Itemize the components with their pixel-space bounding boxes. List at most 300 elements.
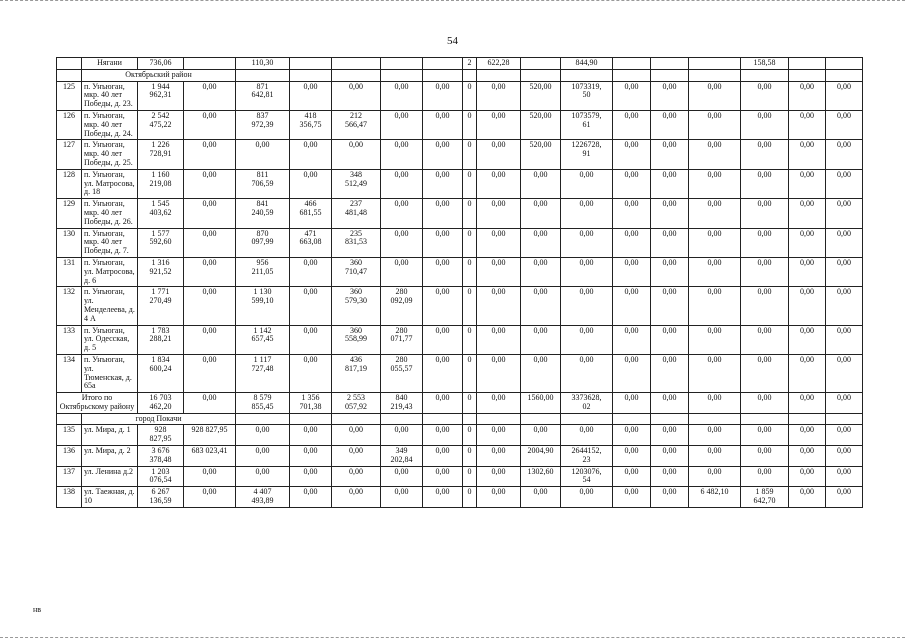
table-cell: 0,00 xyxy=(689,199,741,228)
table-cell: 0,00 xyxy=(613,325,651,354)
table-cell: 0,00 xyxy=(651,446,689,467)
table-cell: 0,00 xyxy=(184,110,236,139)
table-cell: 0,00 xyxy=(381,140,423,169)
table-cell: 0,00 xyxy=(651,199,689,228)
table-cell: 418 356,75 xyxy=(290,110,332,139)
table-cell xyxy=(381,69,423,81)
table-cell: 0,00 xyxy=(651,354,689,392)
row-number: 134 xyxy=(57,354,82,392)
table-cell: 0,00 xyxy=(651,487,689,508)
table-cell: 0 xyxy=(463,140,477,169)
table-cell: 0,00 xyxy=(613,81,651,110)
table-cell: 280 055,57 xyxy=(381,354,423,392)
section-title: город Покачи xyxy=(82,413,236,425)
row-number: 136 xyxy=(57,446,82,467)
table-cell: 1 356 701,38 xyxy=(290,393,332,414)
table-cell: 0,00 xyxy=(381,257,423,286)
table-cell: 0,00 xyxy=(789,487,826,508)
table-cell: 0,00 xyxy=(184,487,236,508)
table-cell: 0,00 xyxy=(561,325,613,354)
table-row xyxy=(57,425,863,446)
row-number: 131 xyxy=(57,257,82,286)
table-cell: 0,00 xyxy=(184,393,236,414)
table-cell: 0,00 xyxy=(741,325,789,354)
table-cell: 2644152, 23 xyxy=(561,446,613,467)
table-cell: 0,00 xyxy=(613,487,651,508)
table-cell: 0,00 xyxy=(789,425,826,446)
table-cell: 0,00 xyxy=(826,228,863,257)
table-cell: 0,00 xyxy=(236,140,290,169)
address-cell: п. Унъюган, мкр. 40 лет Победы, д. 24. xyxy=(82,110,138,139)
row-number: 130 xyxy=(57,228,82,257)
table-cell: 0,00 xyxy=(789,81,826,110)
table-cell: 0,00 xyxy=(613,257,651,286)
table-cell: 0,00 xyxy=(826,110,863,139)
table-cell: 1 160 219,08 xyxy=(138,169,184,198)
table-cell: 0,00 xyxy=(651,169,689,198)
table-cell: 0,00 xyxy=(184,354,236,392)
table-cell: 0,00 xyxy=(423,446,463,467)
table-cell: 0,00 xyxy=(477,169,521,198)
table-cell xyxy=(521,413,561,425)
table-cell: 1 944 962,31 xyxy=(138,81,184,110)
table-cell: 0,00 xyxy=(184,257,236,286)
table-cell: 0,00 xyxy=(741,199,789,228)
table-cell: 0,00 xyxy=(826,169,863,198)
table-cell: 0 xyxy=(463,466,477,487)
table-cell: 0,00 xyxy=(290,287,332,325)
table-cell: 0,00 xyxy=(651,81,689,110)
table-cell: 0,00 xyxy=(290,446,332,467)
table-cell: 1 545 403,62 xyxy=(138,199,184,228)
table-cell: 0,00 xyxy=(332,140,381,169)
row-number: 126 xyxy=(57,110,82,139)
table-cell xyxy=(423,69,463,81)
table-cell: 0,00 xyxy=(381,425,423,446)
table-cell: 0,00 xyxy=(689,169,741,198)
table-cell: 928 827,95 xyxy=(184,425,236,446)
address-cell: п. Унъюган, ул. Менделеева, д. 4 А xyxy=(82,287,138,325)
table-cell xyxy=(689,69,741,81)
table-cell: 0 xyxy=(463,425,477,446)
table-cell: 0,00 xyxy=(651,110,689,139)
table-cell: 1 771 270,49 xyxy=(138,287,184,325)
row-number xyxy=(57,58,82,70)
table-cell: 0,00 xyxy=(741,466,789,487)
table-cell: 1 226 728,91 xyxy=(138,140,184,169)
table-cell: 0,00 xyxy=(290,425,332,446)
table-cell: 1560,00 xyxy=(521,393,561,414)
table-row xyxy=(57,287,863,325)
table-cell: 0,00 xyxy=(689,140,741,169)
scan-edge-bottom xyxy=(0,637,905,638)
table-cell xyxy=(423,413,463,425)
table-cell: 0,00 xyxy=(381,110,423,139)
table-cell: 0,00 xyxy=(477,140,521,169)
table-cell: 0,00 xyxy=(521,199,561,228)
table-cell: 0,00 xyxy=(651,140,689,169)
table-cell: 841 240,59 xyxy=(236,199,290,228)
table-cell: 0,00 xyxy=(826,199,863,228)
table-cell: 0,00 xyxy=(826,393,863,414)
table-cell: 360 558,99 xyxy=(332,325,381,354)
table-row xyxy=(57,110,863,139)
table-cell xyxy=(477,413,521,425)
table-cell: 0,00 xyxy=(332,446,381,467)
table-cell: 466 681,55 xyxy=(290,199,332,228)
table-cell: 0,00 xyxy=(423,81,463,110)
table-cell: 16 703 462,20 xyxy=(138,393,184,414)
table-cell: 0,00 xyxy=(423,354,463,392)
table-cell: 2004,90 xyxy=(521,446,561,467)
table-cell: 0,00 xyxy=(689,110,741,139)
table-cell xyxy=(789,58,826,70)
table-cell: 0,00 xyxy=(651,228,689,257)
table-cell xyxy=(381,413,423,425)
table-cell: 0,00 xyxy=(477,425,521,446)
table-cell: 0,00 xyxy=(477,228,521,257)
table-cell: 956 211,05 xyxy=(236,257,290,286)
table-cell xyxy=(689,413,741,425)
table-cell: 3373628, 02 xyxy=(561,393,613,414)
table-cell: 0,00 xyxy=(613,393,651,414)
section-title: Октябрьский район xyxy=(82,69,236,81)
table-cell: 0,00 xyxy=(826,81,863,110)
table-cell: 0,00 xyxy=(689,354,741,392)
table-cell: 0,00 xyxy=(826,425,863,446)
table-cell: 0,00 xyxy=(477,393,521,414)
table-cell: 0,00 xyxy=(789,169,826,198)
table-cell: 811 706,59 xyxy=(236,169,290,198)
table-cell: 0,00 xyxy=(789,287,826,325)
table-cell: 0,00 xyxy=(689,325,741,354)
table-row xyxy=(57,257,863,286)
table-cell xyxy=(613,58,651,70)
scan-edge-top xyxy=(0,0,905,1)
table-cell: 0,00 xyxy=(290,257,332,286)
table-cell xyxy=(184,58,236,70)
table-cell: 0,00 xyxy=(423,425,463,446)
row-number: 135 xyxy=(57,425,82,446)
table-cell: 0,00 xyxy=(423,169,463,198)
table-cell: 0,00 xyxy=(613,140,651,169)
table-cell: 0,00 xyxy=(741,354,789,392)
table-cell: 1073319, 50 xyxy=(561,81,613,110)
table-cell xyxy=(332,413,381,425)
table-cell: 0,00 xyxy=(651,393,689,414)
table-cell: 1226728, 91 xyxy=(561,140,613,169)
table-cell: 0,00 xyxy=(184,199,236,228)
table-cell: 0,00 xyxy=(477,446,521,467)
table-cell xyxy=(651,58,689,70)
table-cell: 0,00 xyxy=(184,169,236,198)
table-cell: 1 783 288,21 xyxy=(138,325,184,354)
address-cell: Нягани xyxy=(82,58,138,70)
table-cell: 0,00 xyxy=(236,425,290,446)
table-row xyxy=(57,325,863,354)
table-cell: 0,00 xyxy=(381,199,423,228)
table-cell: 158,58 xyxy=(741,58,789,70)
table-cell: 0,00 xyxy=(521,287,561,325)
table-cell xyxy=(789,69,826,81)
table-row xyxy=(57,466,863,487)
table-cell: 1 203 076,54 xyxy=(138,466,184,487)
address-cell: п. Унъюган, мкр. 40 лет Победы, д. 7. xyxy=(82,228,138,257)
address-cell: п. Унъюган, мкр. 40 лет Победы, д. 23. xyxy=(82,81,138,110)
table-cell: 0,00 xyxy=(741,140,789,169)
table-cell: 0,00 xyxy=(423,110,463,139)
row-number: 138 xyxy=(57,487,82,508)
table-cell: 0,00 xyxy=(613,228,651,257)
table-cell: 0,00 xyxy=(741,228,789,257)
table-cell: 1 117 727,48 xyxy=(236,354,290,392)
table-cell: 844,90 xyxy=(561,58,613,70)
table-cell xyxy=(290,69,332,81)
table-cell: 0,00 xyxy=(184,81,236,110)
table-cell: 6 267 136,59 xyxy=(138,487,184,508)
table-cell xyxy=(477,69,521,81)
table-cell: 0 xyxy=(463,446,477,467)
table-cell: 0,00 xyxy=(561,287,613,325)
table-cell: 0,00 xyxy=(423,325,463,354)
table-cell: 0,00 xyxy=(332,487,381,508)
address-cell: ул. Мира, д. 2 xyxy=(82,446,138,467)
table-cell: 0,00 xyxy=(236,466,290,487)
table-cell: 0,00 xyxy=(521,228,561,257)
table-cell: 0,00 xyxy=(561,169,613,198)
row-number: 132 xyxy=(57,287,82,325)
table-row xyxy=(57,199,863,228)
table-cell: 0,00 xyxy=(184,466,236,487)
table-cell: 1 130 599,10 xyxy=(236,287,290,325)
table-cell: 0,00 xyxy=(826,446,863,467)
table-cell: 736,06 xyxy=(138,58,184,70)
table-cell: 0,00 xyxy=(689,446,741,467)
table-cell: 0 xyxy=(463,487,477,508)
table-cell: 0,00 xyxy=(290,140,332,169)
row-number: 133 xyxy=(57,325,82,354)
table-cell xyxy=(561,413,613,425)
table-cell: 0 xyxy=(463,110,477,139)
table-cell: 0 xyxy=(463,228,477,257)
table-cell: 0,00 xyxy=(789,140,826,169)
table-cell: 212 566,47 xyxy=(332,110,381,139)
table-cell: 0,00 xyxy=(789,228,826,257)
table-cell: 0,00 xyxy=(789,354,826,392)
table-cell: 0,00 xyxy=(423,287,463,325)
table-cell: 871 642,81 xyxy=(236,81,290,110)
table-cell: 0,00 xyxy=(561,354,613,392)
table-cell: 0,00 xyxy=(826,140,863,169)
table-cell xyxy=(381,58,423,70)
address-cell: п. Унъюган, мкр. 40 лет Победы, д. 25. xyxy=(82,140,138,169)
table-cell: 0,00 xyxy=(789,199,826,228)
table-cell: 0,00 xyxy=(184,140,236,169)
table-row xyxy=(57,228,863,257)
table-cell: 840 219,43 xyxy=(381,393,423,414)
footer-mark: нв xyxy=(33,605,42,614)
table-cell: 0,00 xyxy=(477,257,521,286)
table-cell: 0,00 xyxy=(789,466,826,487)
table-cell: 8 579 855,45 xyxy=(236,393,290,414)
row-number: 127 xyxy=(57,140,82,169)
table-cell: 0,00 xyxy=(423,199,463,228)
table-cell: 0 xyxy=(463,257,477,286)
table-cell xyxy=(290,58,332,70)
table-cell: 0,00 xyxy=(381,228,423,257)
table-cell xyxy=(521,58,561,70)
table-cell: 0,00 xyxy=(826,466,863,487)
table-cell: 0,00 xyxy=(741,81,789,110)
table-cell: 520,00 xyxy=(521,81,561,110)
table-cell xyxy=(689,58,741,70)
table-cell: 0,00 xyxy=(290,325,332,354)
table-cell: 928 827,95 xyxy=(138,425,184,446)
table-cell: 0 xyxy=(463,354,477,392)
table-cell: 4 407 493,89 xyxy=(236,487,290,508)
table-cell: 0,00 xyxy=(477,487,521,508)
table-cell xyxy=(741,413,789,425)
total-row xyxy=(57,393,863,414)
table-cell: 0,00 xyxy=(741,425,789,446)
table-cell: 1 834 600,24 xyxy=(138,354,184,392)
table-cell: 0,00 xyxy=(789,325,826,354)
table-cell: 6 482,10 xyxy=(689,487,741,508)
table-cell: 360 579,30 xyxy=(332,287,381,325)
table-cell: 0,00 xyxy=(290,466,332,487)
table-cell xyxy=(826,413,863,425)
table-cell xyxy=(236,69,290,81)
table-cell: 0 xyxy=(463,287,477,325)
table-cell: 870 097,99 xyxy=(236,228,290,257)
table-cell xyxy=(561,69,613,81)
table-cell: 0,00 xyxy=(741,169,789,198)
table-cell xyxy=(57,413,82,425)
table-cell: 683 023,41 xyxy=(184,446,236,467)
table-row xyxy=(57,354,863,392)
table-cell: 0,00 xyxy=(613,110,651,139)
table-row xyxy=(57,169,863,198)
table-cell: 622,28 xyxy=(477,58,521,70)
table-cell: 0,00 xyxy=(423,487,463,508)
table-cell: 0,00 xyxy=(332,466,381,487)
address-cell: ул. Мира, д. 1 xyxy=(82,425,138,446)
table-row xyxy=(57,58,863,70)
table-cell: 0,00 xyxy=(477,354,521,392)
table-cell: 520,00 xyxy=(521,140,561,169)
housing-fund-table xyxy=(56,57,863,508)
table-cell xyxy=(613,69,651,81)
table-cell: 0,00 xyxy=(521,354,561,392)
table-cell: 2 553 057,92 xyxy=(332,393,381,414)
table-cell xyxy=(290,413,332,425)
row-number: 125 xyxy=(57,81,82,110)
table-cell xyxy=(826,58,863,70)
table-cell: 0,00 xyxy=(184,325,236,354)
table-cell: 0,00 xyxy=(689,393,741,414)
table-cell: 360 710,47 xyxy=(332,257,381,286)
table-cell xyxy=(332,58,381,70)
table-cell: 2 542 475,22 xyxy=(138,110,184,139)
table-cell xyxy=(332,69,381,81)
table-cell: 0,00 xyxy=(789,110,826,139)
table-cell: 2 xyxy=(463,58,477,70)
table-cell xyxy=(57,69,82,81)
table-cell: 0,00 xyxy=(613,199,651,228)
row-number: 128 xyxy=(57,169,82,198)
table-cell: 0,00 xyxy=(521,425,561,446)
table-cell: 0,00 xyxy=(561,425,613,446)
table-cell xyxy=(521,69,561,81)
table-cell: 0,00 xyxy=(561,199,613,228)
table-cell: 0,00 xyxy=(332,81,381,110)
table-cell: 0,00 xyxy=(477,81,521,110)
section-header-row xyxy=(57,69,863,81)
address-cell: п. Унъюган, ул. Тюменская, д. 65а xyxy=(82,354,138,392)
address-cell: ул. Таежная, д. 10 xyxy=(82,487,138,508)
table-row xyxy=(57,446,863,467)
table-cell: 520,00 xyxy=(521,110,561,139)
table-cell xyxy=(463,413,477,425)
table-cell: 837 972,39 xyxy=(236,110,290,139)
table-cell: 0,00 xyxy=(561,487,613,508)
table-cell: 0,00 xyxy=(423,140,463,169)
table-cell: 0,00 xyxy=(689,287,741,325)
table-cell: 0,00 xyxy=(689,228,741,257)
table-cell: 0,00 xyxy=(613,446,651,467)
table-cell: 0,00 xyxy=(789,257,826,286)
table-cell: 471 663,08 xyxy=(290,228,332,257)
table-cell xyxy=(826,69,863,81)
table-cell: 0,00 xyxy=(613,354,651,392)
address-cell: п. Унъюган, ул. Одесская, д. 5 xyxy=(82,325,138,354)
table-cell: 0,00 xyxy=(613,169,651,198)
table-cell xyxy=(651,413,689,425)
table-cell: 0,00 xyxy=(423,393,463,414)
table-cell xyxy=(651,69,689,81)
table-cell: 0,00 xyxy=(561,228,613,257)
table-cell: 110,30 xyxy=(236,58,290,70)
table-cell: 1 316 921,52 xyxy=(138,257,184,286)
table-cell: 0,00 xyxy=(332,425,381,446)
table-cell: 0 xyxy=(463,199,477,228)
table-row xyxy=(57,487,863,508)
table-cell: 0,00 xyxy=(689,466,741,487)
row-number: 129 xyxy=(57,199,82,228)
table-cell: 0,00 xyxy=(521,487,561,508)
table-row xyxy=(57,140,863,169)
table-cell: 0,00 xyxy=(741,110,789,139)
table-cell: 280 071,77 xyxy=(381,325,423,354)
table-cell: 0,00 xyxy=(477,199,521,228)
table-cell: 1 142 657,45 xyxy=(236,325,290,354)
page-number: 54 xyxy=(447,35,458,47)
table-cell: 0,00 xyxy=(423,257,463,286)
table-cell: 0,00 xyxy=(290,354,332,392)
total-label: Итого по Октябрьскому району xyxy=(57,393,138,414)
address-cell: п. Унъюган, ул. Матросова, д. 6 xyxy=(82,257,138,286)
table-cell: 0,00 xyxy=(826,325,863,354)
table-cell: 0,00 xyxy=(290,81,332,110)
table-cell: 0,00 xyxy=(789,393,826,414)
row-number: 137 xyxy=(57,466,82,487)
table-cell: 0,00 xyxy=(236,446,290,467)
table-cell: 0,00 xyxy=(477,287,521,325)
table-cell: 0,00 xyxy=(826,354,863,392)
table-cell: 0,00 xyxy=(651,425,689,446)
table-cell: 1073579, 61 xyxy=(561,110,613,139)
table-cell: 0,00 xyxy=(651,287,689,325)
